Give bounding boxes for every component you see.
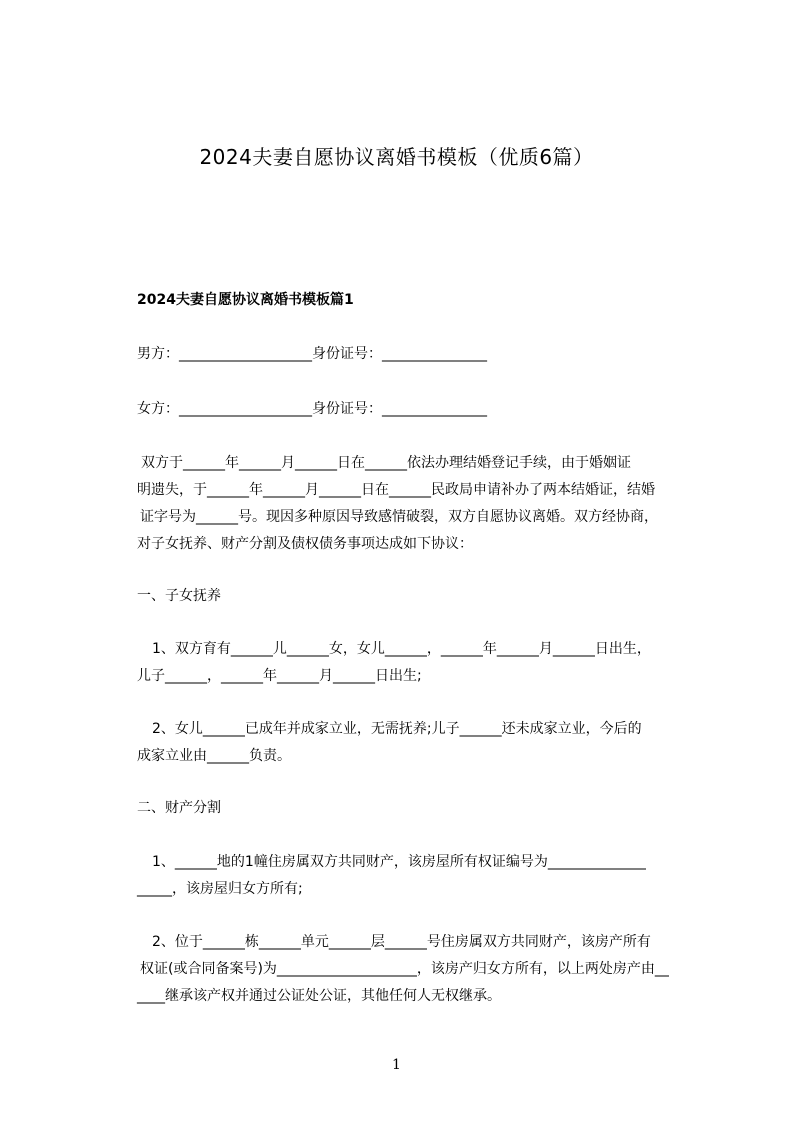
husband-info-line: 男方：___________________身份证号：_______________: [137, 346, 487, 362]
paragraph-line: 双方于______年______月______日在______依法办理结婚登记手续，由于婚姻证: [141, 455, 631, 471]
page-number: 1: [392, 1057, 401, 1073]
paragraph-line: 明遗失，于______年______月______日在______民政局申请补办了两本结婚证，结婚: [137, 482, 655, 498]
paragraph-line: 儿子______，______年______月______日出生;: [137, 668, 422, 684]
paragraph-line: 2、位于______栋______单元______层______号住房属双方共同财产，该房产所有: [152, 934, 651, 950]
paragraph-line: ____继承该产权并通过公证处公证，其他任何人无权继承。: [137, 988, 501, 1004]
paragraph-line: 证字号为______号。现因多种原因导致感情破裂，双方自愿协议离婚。双方经协商，: [140, 509, 658, 525]
document-title: 2024夫妻自愿协议离婚书模板（优质6篇）: [199, 145, 594, 169]
heading-property-division: 二、财产分割: [137, 800, 221, 816]
paragraph-line: 对子女抚养、财产分割及债权债务事项达成如下协议：: [137, 536, 473, 552]
heading-child-custody: 一、子女抚养: [137, 588, 221, 604]
section-title: 2024夫妻自愿协议离婚书模板篇1: [137, 292, 354, 308]
paragraph-line: 1、双方育有______儿______女，女儿______，______年______月______日出生，: [152, 641, 651, 657]
wife-info-line: 女方：___________________身份证号：_______________: [137, 401, 487, 417]
paragraph-line: 权证(或合同备案号)为____________________，该房产归女方所有，以上两处房产由__: [140, 961, 669, 977]
paragraph-line: 成家立业由______负责。: [137, 748, 291, 764]
paragraph-line: 2、女儿______已成年并成家立业，无需抚养;儿子______还未成家立业，今后的: [152, 721, 642, 737]
paragraph-line: _____，该房屋归女方所有;: [137, 881, 303, 897]
paragraph-line: 1、______地的1幢住房属双方共同财产，该房屋所有权证编号为______________: [152, 854, 646, 870]
